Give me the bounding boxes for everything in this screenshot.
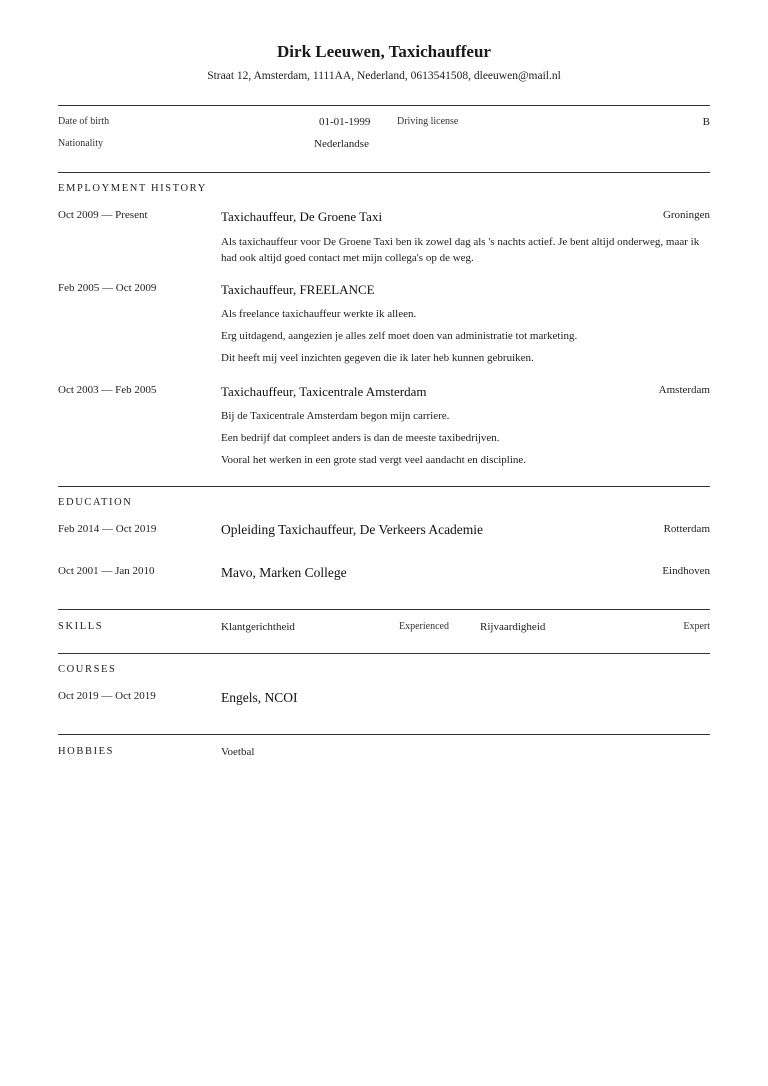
license-value: B	[702, 116, 710, 128]
course-dates: Oct 2019 — Oct 2019	[58, 690, 156, 702]
skill-name: Rijvaardigheid	[480, 621, 546, 633]
employment-heading: EMPLOYMENT HISTORY	[58, 183, 207, 194]
divider	[58, 734, 710, 735]
divider	[58, 609, 710, 610]
courses-heading: COURSES	[58, 664, 117, 675]
skills-heading: SKILLS	[58, 621, 104, 632]
education-city: Rotterdam	[663, 523, 710, 535]
hobbies-value: Voetbal	[221, 746, 255, 758]
skill-level: Expert	[683, 621, 710, 632]
job-city: Groningen	[662, 209, 710, 221]
job-description: Vooral het werken in een grote stad vergt veel aandacht en discipline.	[221, 454, 527, 466]
hobbies-heading: HOBBIES	[58, 746, 115, 757]
job-city: Amsterdam	[658, 384, 710, 396]
divider	[58, 486, 710, 487]
education-title: Opleiding Taxichauffeur, De Verkeers Academie	[221, 522, 484, 537]
job-description: Als freelance taxichauffeur werkte ik alleen.	[221, 308, 417, 320]
skill-name: Klantgerichtheid	[221, 621, 295, 633]
resume-name: Dirk Leeuwen, Taxichauffeur	[277, 42, 491, 61]
nationality-value: Nederlandse	[314, 138, 369, 150]
contact-line: Straat 12, Amsterdam, 1111AA, Nederland, 0613541508, dleeuwen@mail.nl	[207, 70, 561, 82]
job-description: Een bedrijf dat compleet anders is dan de meeste taxibedrijven.	[221, 432, 500, 444]
dob-label: Date of birth	[58, 116, 110, 127]
education-heading: EDUCATION	[58, 497, 133, 508]
divider	[58, 105, 710, 106]
job-title: Taxichauffeur, Taxicentrale Amsterdam	[221, 384, 427, 399]
job-dates: Oct 2009 — Present	[58, 209, 148, 221]
license-label: Driving license	[397, 116, 459, 127]
job-description: Dit heeft mij veel inzichten gegeven die ik later heb kunnen gebruiken.	[221, 352, 534, 364]
skill-level: Experienced	[399, 621, 449, 632]
job-description: Erg uitdagend, aangezien je alles zelf moet doen van administratie tot marketing.	[221, 330, 578, 342]
education-dates: Feb 2014 — Oct 2019	[58, 523, 157, 535]
education-title: Mavo, Marken College	[221, 565, 347, 580]
job-dates: Feb 2005 — Oct 2009	[58, 282, 157, 294]
course-title: Engels, NCOI	[221, 690, 298, 705]
job-title: Taxichauffeur, FREELANCE	[221, 282, 375, 297]
divider	[58, 172, 710, 173]
divider	[58, 653, 710, 654]
job-description: Als taxichauffeur voor De Groene Taxi ben ik zowel dag als 's nachts actief. Je bent altijd onderweg, maar ik had ook altijd goed contact met mijn collega's op de weg.	[221, 236, 700, 264]
education-dates: Oct 2001 — Jan 2010	[58, 565, 155, 577]
education-city: Eindhoven	[662, 565, 710, 577]
job-title: Taxichauffeur, De Groene Taxi	[221, 209, 383, 224]
job-dates: Oct 2003 — Feb 2005	[58, 384, 157, 396]
job-description: Bij de Taxicentrale Amsterdam begon mijn carriere.	[221, 410, 450, 422]
dob-value: 01-01-1999	[319, 116, 371, 128]
nationality-label: Nationality	[58, 138, 103, 149]
